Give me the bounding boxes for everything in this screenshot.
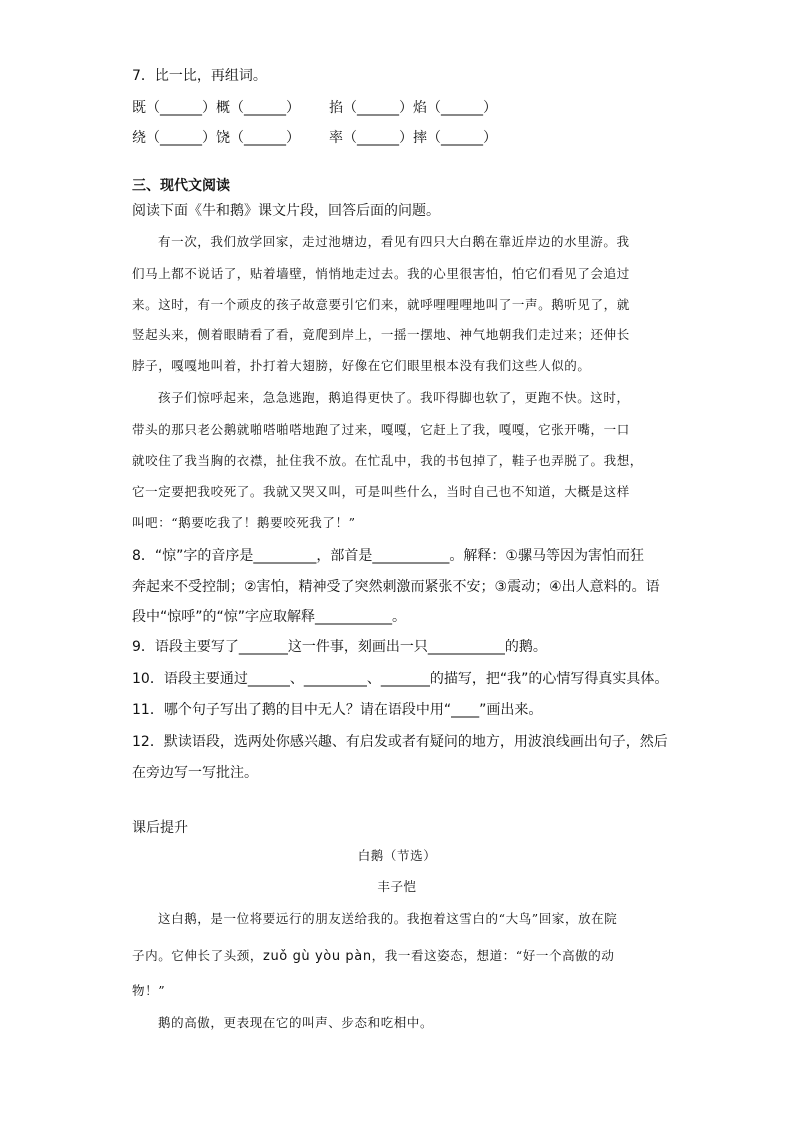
extension-text: ，我一看这姿态，想道：“好一个高傲的动 [371, 948, 615, 963]
q7-row2-left: 绕（______）饶（______） [132, 130, 300, 146]
extension-author: 丰子恺 [377, 879, 417, 894]
q7-row1-left: 既（______）概（______） [132, 100, 300, 116]
q7-row1-right: 掐（______）焰（______） [329, 100, 497, 116]
extension-line [132, 946, 614, 967]
passage-line: 孩子们惊呼起来，急急逃跑，鹅追得更快了。我吓得脚也软了，更跑不快。这时， [158, 390, 630, 405]
passage-line: 就咬住了我当胸的衣襟，扯住我不放。在忙乱中，我的书包掉了，鞋子也弄脱了。我想， [132, 453, 643, 468]
passage-line: 它一定要把我咬死了。我就又哭又叫，可是叫些什么，当时自己也不知道，大概是这样 [132, 484, 630, 499]
section-intro: 阅读下面《牛和鹅》课文片段，回答后面的问题。 [132, 203, 440, 219]
extension-label: 课后提升 [132, 820, 188, 836]
passage-line: 来。这时，有一个顽皮的孩子故意要引它们来，就呼哩哩哩地叫了一声。鹅听见了，就 [132, 297, 630, 312]
q12-line: 12．默读语段，选两处你感兴趣、有启发或者有疑问的地方，用波浪线画出句子，然后 [132, 734, 668, 750]
q9-line: 9．语段主要写了_______这一件事，刻画出一只___________的鹅。 [132, 639, 547, 655]
q8-line: 奔起来不受控制；②害怕，精神受了突然刺激而紧张不安；③震动；④出人意料的。语 [132, 579, 660, 595]
extension-line: 这白鹅，是一位将要远行的朋友送给我的。我抱着这雪白的“大鸟”回家，放在院 [158, 911, 618, 926]
q8-line: 段中“惊呼”的“惊”字应取解释___________。 [132, 609, 407, 625]
q7-title: 7．比一比，再组词。 [132, 68, 267, 84]
q11-line: 11．哪个句子写出了鹅的目中无人？请在语段中用“____”画出来。 [132, 702, 543, 718]
extension-line: 物！” [132, 983, 166, 998]
extension-line: 鹅的高傲，更表现在它的叫声、步态和吃相中。 [158, 1015, 434, 1030]
q8-line: 8．“惊”字的音序是_________，部首是___________。解释：①骡马等因为害怕而狂 [132, 548, 644, 564]
section-heading: 三、现代文阅读 [132, 178, 230, 194]
passage-line: 脖子，嘎嘎地叫着，扑打着大翅膀，好像在它们眼里根本没有我们这些人似的。 [132, 358, 591, 373]
q10-line: 10．语段主要通过______、_________、_______的描写，把“我”的心情写得真实具体。 [132, 671, 669, 687]
q7-row2-right: 率（______）摔（______） [329, 130, 497, 146]
extension-title: 白鹅（节选） [357, 848, 437, 863]
passage-line: 们马上都不说话了，贴着墙壁，悄悄地走过去。我的心里很害怕，怕它们看见了会追过 [132, 266, 630, 281]
pinyin-blank: zuǒ gù yòu pàn [263, 949, 372, 964]
passage-line: 叫吧：“鹅要吃我了！鹅要咬死我了！” [132, 515, 356, 530]
extension-text: 子内。它伸长了头颈， [132, 948, 264, 963]
passage-line: 带头的那只老公鹅就啪嗒啪嗒地跑了过来，嘎嘎，它赶上了我，嘎嘎，它张开嘴，一口 [132, 422, 630, 437]
passage-line: 竖起头来，侧着眼睛看了看，竟爬到岸上，一摇一摆地、神气地朝我们走过来；还伸长 [132, 327, 630, 342]
passage-line: 有一次，我们放学回家，走过池塘边，看见有四只大白鹅在靠近岸边的水里游。我 [158, 234, 630, 249]
q12-line: 在旁边写一写批注。 [132, 765, 258, 781]
